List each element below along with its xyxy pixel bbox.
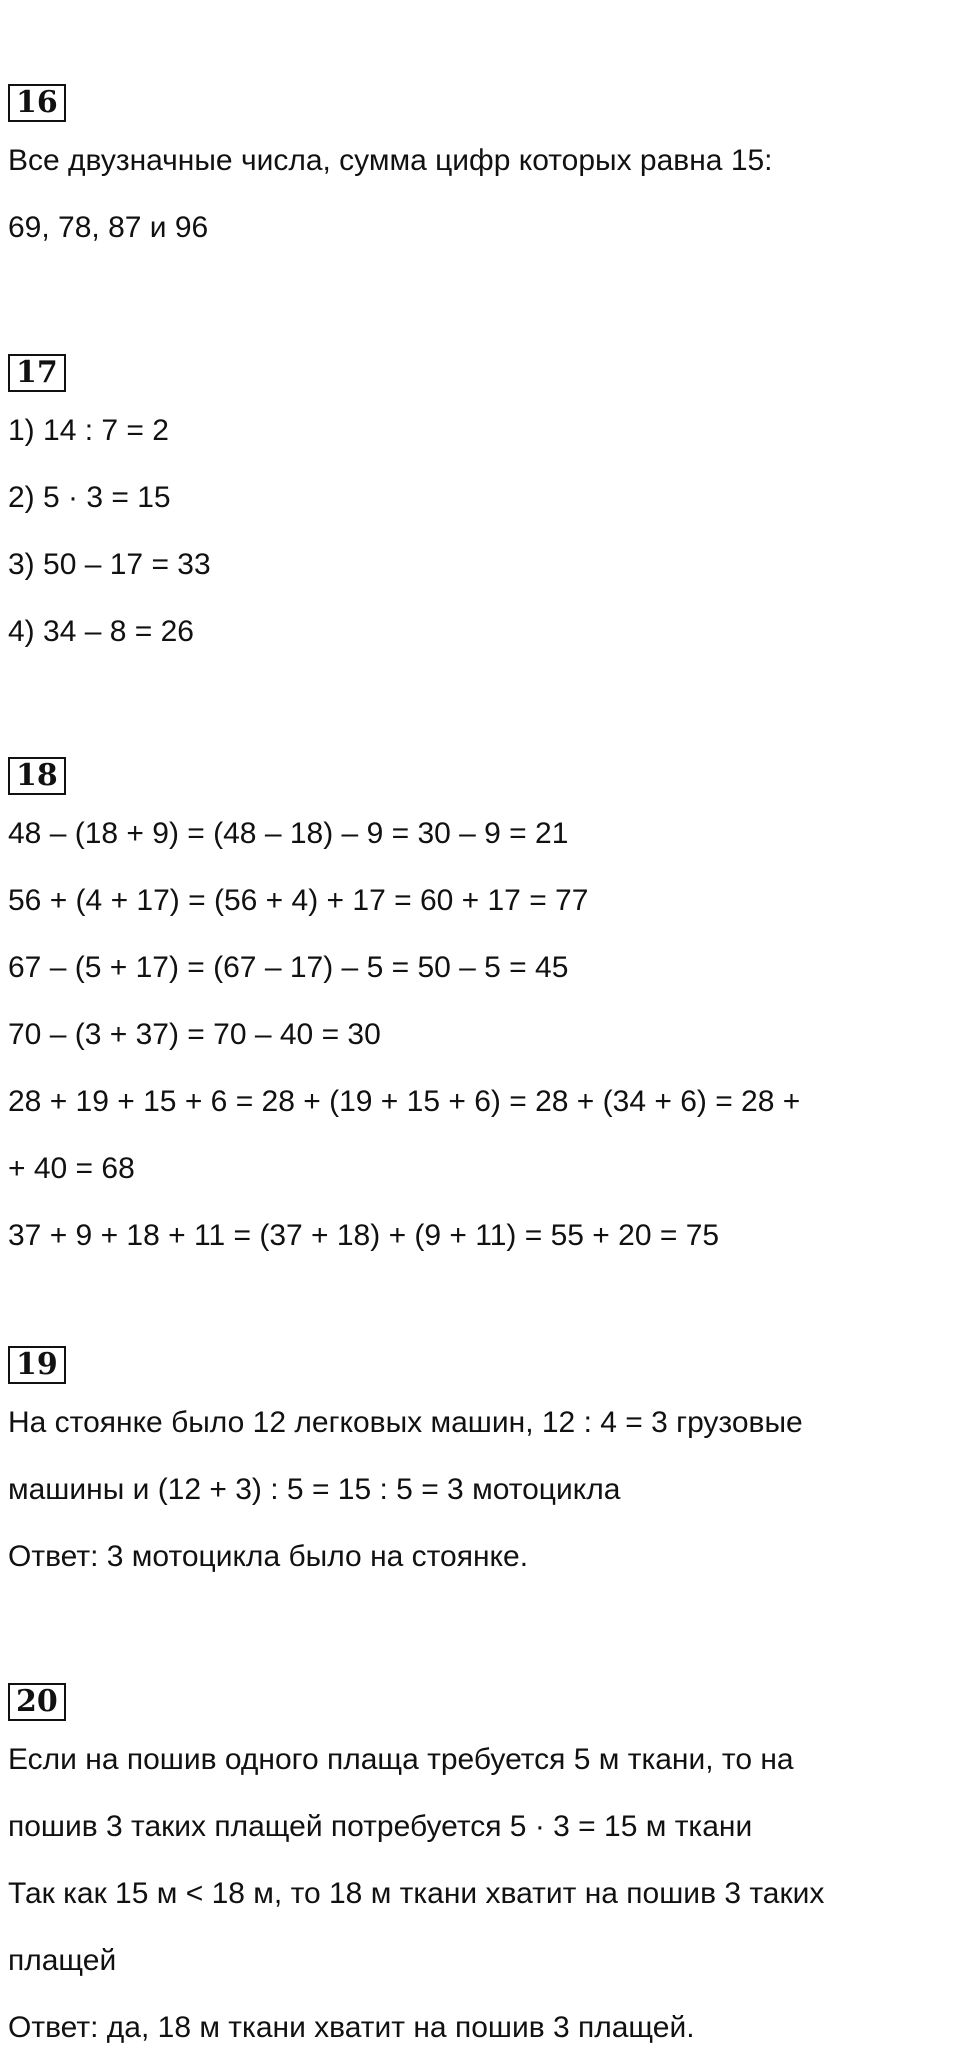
task-17 bbox=[8, 354, 948, 665]
task-line: 48 – (18 + 9) = (48 – 18) – 9 = 30 – 9 = 21 bbox=[8, 817, 569, 850]
task-line: + 40 = 68 bbox=[8, 1152, 135, 1185]
task-number: 17 bbox=[8, 354, 66, 392]
task-line: Так как 15 м < 18 м, то 18 м ткани хватит на пошив 3 таких bbox=[8, 1877, 825, 1910]
task-line: машины и (12 + 3) : 5 = 15 : 5 = 3 мотоцикла bbox=[8, 1473, 621, 1506]
task-number: 20 bbox=[8, 1683, 66, 1721]
task-line: Если на пошив одного плаща требуется 5 м ткани, то на bbox=[8, 1743, 794, 1776]
task-line: плащей bbox=[8, 1944, 117, 1977]
task-number: 19 bbox=[8, 1346, 66, 1384]
task-line: 56 + (4 + 17) = (56 + 4) + 17 = 60 + 17 = 77 bbox=[8, 884, 589, 917]
task-line: Все двузначные числа, сумма цифр которых равна 15: bbox=[8, 144, 773, 177]
task-number: 18 bbox=[8, 757, 66, 795]
task-number: 16 bbox=[8, 84, 66, 122]
task-line: 28 + 19 + 15 + 6 = 28 + (19 + 15 + 6) = 28 + (34 + 6) = 28 + bbox=[8, 1085, 801, 1118]
task-line: 67 – (5 + 17) = (67 – 17) – 5 = 50 – 5 = 45 bbox=[8, 951, 569, 984]
task-line: 1) 14 : 7 = 2 bbox=[8, 414, 169, 447]
task-line: 69, 78, 87 и 96 bbox=[8, 211, 209, 244]
task-line: 3) 50 – 17 = 33 bbox=[8, 548, 211, 581]
task-line: 2) 5 · 3 = 15 bbox=[8, 481, 171, 514]
task-line: 4) 34 – 8 = 26 bbox=[8, 615, 194, 648]
task-line: Ответ: 3 мотоцикла было на стоянке. bbox=[8, 1540, 529, 1573]
task-19 bbox=[8, 1346, 948, 1590]
task-line: На стоянке было 12 легковых машин, 12 : 4 = 3 грузовые bbox=[8, 1406, 803, 1439]
task-16 bbox=[8, 84, 948, 261]
task-line: Ответ: да, 18 м ткани хватит на пошив 3 плащей. bbox=[8, 2011, 695, 2044]
task-line: 70 – (3 + 37) = 70 – 40 = 30 bbox=[8, 1018, 381, 1051]
task-20 bbox=[8, 1683, 948, 2061]
task-line: 37 + 9 + 18 + 11 = (37 + 18) + (9 + 11) = 55 + 20 = 75 bbox=[8, 1219, 720, 1252]
task-18 bbox=[8, 757, 948, 1269]
task-line: пошив 3 таких плащей потребуется 5 · 3 = 15 м ткани bbox=[8, 1810, 753, 1843]
